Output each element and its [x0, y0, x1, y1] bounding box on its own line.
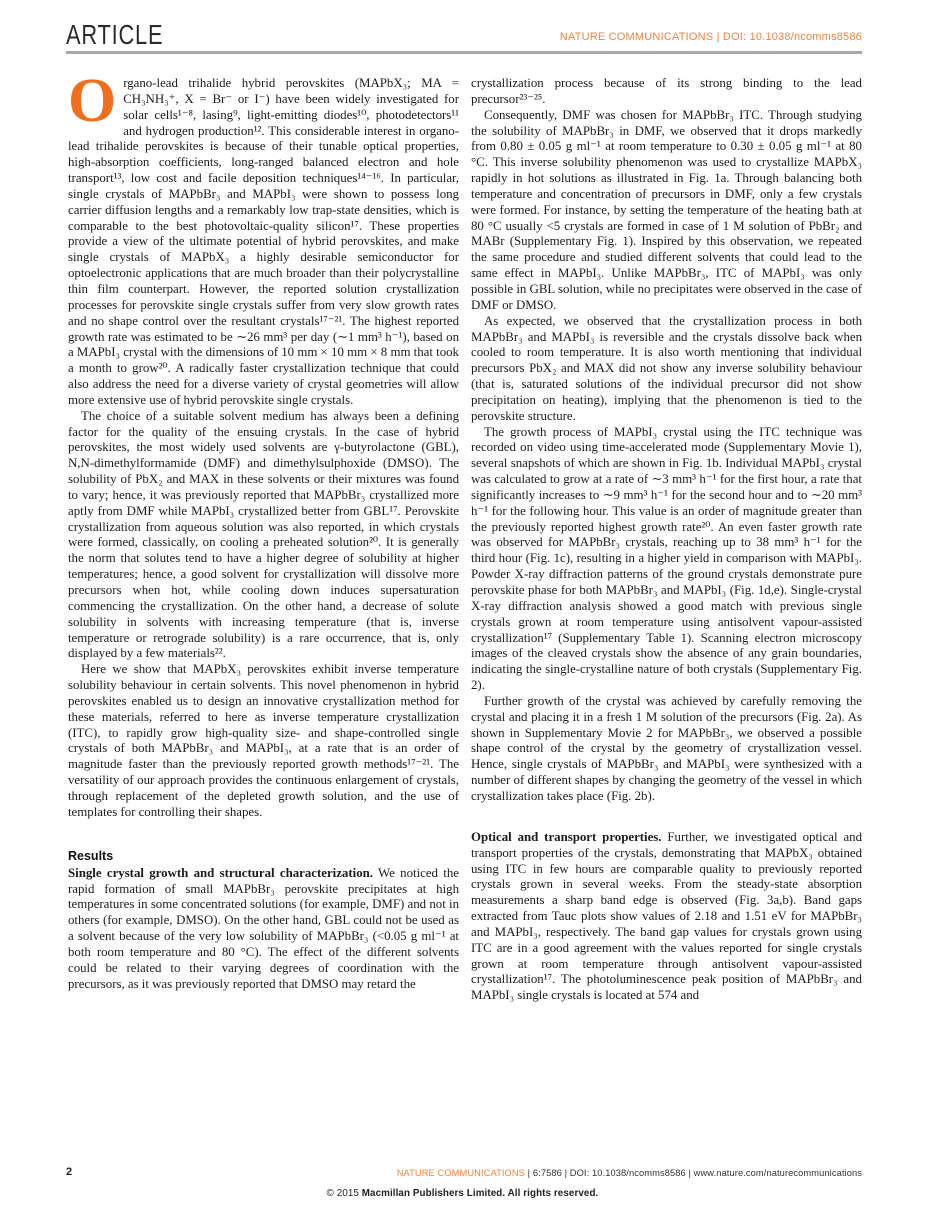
paragraph-optical-transport [471, 830, 862, 1004]
journal-issue-info: | 6:7586 | DOI: 10.1038/ncomms8586 | www.nature.com/naturecommunications [524, 1168, 862, 1178]
paragraph-crystal-growth [68, 866, 459, 993]
paragraph-consequently: Consequently, DMF was chosen for MAPbBr₃ ITC. Through studying the solubility of MAPbBr₃ in DMF, we observed that it drops markedly from 0.80 ± 0.05 g ml⁻¹ at room temperature to 0.30 ± 0.05 g ml⁻¹ at 80 °C. This inverse solubility phenomenon was used to crystallize MAPbX₃ rapidly in hot solutions as illustrated in Fig. 1a. Through balancing both temperature and concentration of precursors in DMF, only a few crystals were formed. For instance, by setting the temperature of the heating bath at 80 °C usually <5 crystals are formed in case of 1 M solution of PbBr₂ and MABr (Supplementary Fig. 1). Inspired by this observation, we repeated the same procedure and studied different solvents that could lead to the same effect in MAPbI₃. Unlike MAPbBr₃, ITC of MAPbI₃ was only possible in GBL solution, while no precipitates were observed in the case of DMF or DMSO. [471, 107, 862, 312]
journal-brand: NATURE COMMUNICATIONS [396, 1168, 525, 1178]
intro-text: rgano-lead trihalide hybrid perovskites (MAPbX₃; MA = CH₃NH₃⁺, X = Br⁻ or I⁻) have been widely investigated for solar cells¹⁻⁸, lasing⁹, light-emitting diodes¹⁰, photodetectors¹¹ and hydrogen production¹². This considerable interest in organo-lead trihalide perovskites is because of their tunable optical properties, high-absorption coefficients, long-ranged balanced electron and hole transport¹³, low cost and facile deposition techniques¹⁴⁻¹⁶. In particular, single crystals of MAPbBr₃ and MAPbI₃ were shown to possess long carrier diffusion lengths and a remarkably low trap-state densities, which is comparable to the best photovoltaic-quality silicon¹⁷. These properties provide a view of the ultimate potential of hybrid perovskites, and make single crystals of MAPbX₃ a highly desirable semiconductor for optoelectronic applications that are much broader than their polycrystalline thin film counterpart. However, the reported solution crystallization processes for perovskite single crystals suffer from very slow growth rates and no shape control over the resultant crystals¹⁷⁻²¹. The highest reported growth rate was estimated to be ∼26 mm³ per day (∼1 mm³ h⁻¹), based on a MAPbI₃ crystal with the dimensions of 10 mm × 10 mm × 8 mm that took a month to grow²⁰. A radically faster crystallization technique that could also address the need for a diverse variety of crystal geometries will allow more extensive use of hybrid perovskite single crystals. [68, 76, 459, 407]
paragraph-here-we-show: Here we show that MAPbX₃ perovskites exhibit inverse temperature solubility behaviour in certain solvents. This novel phenomenon in hybrid perovskites enabled us to design an innovative crystallization method for these materials, referred to here as inverse temperature crystallization (ITC), to rapidly grow high-quality size- and shape-controlled single crystals of both MAPbBr₃ and MAPbI₃, at a rate that is an order of magnitude faster than the previously reported growth methods¹⁷⁻²¹. The versatility of our approach provides the continuous enlargement of crystals, through replacement of the depleted growth solution, and the use of templates for controlling their shapes. [68, 662, 459, 819]
left-column [68, 76, 459, 1004]
page-number: 2 [66, 1166, 73, 1178]
paragraph-as-expected: As expected, we observed that the crystallization process in both MAPbBr₃ and MAPbI₃ is reversible and the crystals dissolve back when cooled to room temperature. It is also worth mentioning that individual precursors PbX₂ and MAX did not show any inverse solubility behaviour (that is, saturated solutions of the individual precursor did not show precipitation on heating), implying that the phenomenon is tied to the perovskite structure. [471, 313, 862, 423]
copyright-prefix: © 2015 [326, 1188, 362, 1199]
paragraph-solvent-choice: The choice of a suitable solvent medium has always been a defining factor for the quality of the ensuing crystals. In the case of hybrid perovskites, the most widely used solvents are γ-butyrolactone (GBL), N,N-dimethylformamide (DMF) and dimethylsulphoxide (DMSO). The solubility of PbX₂ and MAX in these solvents or their mixtures was found to vary; hence, it was previously reported that MAPbBr₃ crystallized more aptly from DMF while MAPbI₃ crystallized better from GBL¹⁷. Perovskite crystallization from aqueous solution was also reported, in which crystals were formed, classically, on cooling a preheated solution²⁰. It is generally the norm that solutes tend to have a higher degree of solubility at higher temperatures; hence, a good solvent for crystallization will dissolve more precursors when hot, while cooling down induces supersaturation commencing the crystallization. On the other hand, a decrease of solute solubility in solvents with increasing temperature (that is, inverse temperature or retrograde solubility) is a rare occurrence, that is, only displayed by a few materials²². [68, 408, 459, 661]
paragraph-growth-process: The growth process of MAPbI₃ crystal using the ITC technique was recorded on video using time-accelerated mode (Supplementary Movie 1), several snapshots of which are shown in Fig. 1b. Individual MAPbI₃ crystal was calculated to grow at a rate of ∼3 mm³ h⁻¹ for the first hour, a rate that significantly increases to ∼9 mm³ h⁻¹ for the second hour and to ∼20 mm³ h⁻¹ for the following hour. This value is an order of magnitude greater than the previously reported highest growth rate²⁰. An even faster growth rate was observed for MAPbBr₃ crystals, reaching up to 38 mm³ h⁻¹ for the third hour (Fig. 1c), resulting in a higher yield in comparison with MAPbI₃. Powder X-ray diffraction patterns of the ground crystals demonstrate pure perovskite phase for both MAPbBr₃ and MAPbI₃ (Fig. 1d,e). Single-crystal X-ray diffraction analysis showed a good match with previous single crystals grown at room temperature using antisolvent vapour-assisted crystallization¹⁷ (Supplementary Table 1). Scanning electron microscopy images of the cleaved crystals show the absence of any grain boundaries, indicating the single-crystalline nature of both crystals (Supplementary Fig. 2). [471, 424, 862, 693]
journal-citation-line [397, 1168, 862, 1178]
subsection-lead-crystal-growth: Single crystal growth and structural characterization. [68, 865, 373, 880]
paragraph-intro [68, 76, 459, 409]
paragraph-continuation: crystallization process because of its strong binding to the lead precursor²³⁻²⁵. [471, 76, 862, 106]
crystal-growth-text: We noticed the rapid formation of small MAPbBr₃ perovskite precipitates at high temperatures in some concentrated solutions (for example, DMF) and not in others (for example, DMSO). On the other hand, GBL could not be used as a solvent because of the very low solubility of MAPbBr₃ (<0.05 g ml⁻¹ at both room temperature and 80 °C). The effect of the different solvents could be related to their varying degrees of coordination with the precursors, as it was previously reported that DMSO may retard the [68, 865, 459, 991]
article-body [68, 76, 862, 1004]
journal-doi-header: NATURE COMMUNICATIONS | DOI: 10.1038/ncomms8586 [559, 31, 862, 43]
optical-text: Further, we investigated optical and transport properties of the crystals, demonstrating that MAPbX₃ obtained using ITC in few hours are comparable quality to previously reported crystals grown in several weeks. From the steady-state absorption measurements a sharp band edge is observed (Fig. 3a,b). Band gaps extracted from Tauc plots show values of 2.18 and 1.51 eV for MAPbBr₃ and MAPbI₃, respectively. The band gap values for crystals grown using ITC are in a good agreement with the values reported for single crystals grown at room temperature through antisolvent vapour-assisted crystallization¹⁷. The photoluminescence peak position of MAPbBr₃ and MAPbI₃ single crystals is located at 574 and [471, 829, 862, 1003]
dropcap-letter: O [68, 76, 117, 135]
right-column [471, 76, 862, 1004]
copyright-text: Macmillan Publishers Limited. All rights reserved. [361, 1188, 599, 1199]
article-type-label: ARTICLE [66, 19, 164, 50]
paragraph-further-growth: Further growth of the crystal was achieved by carefully removing the crystal and placing it in a fresh 1 M solution of the precursors (Fig. 2a). As shown in Supplementary Movie 2 for MAPbBr₃, we observed a possible shape control of the crystal by the geometry of crystallization vessel. Hence, single crystals of MAPbBr₃ and MAPbI₃ were synthesized with a number of different shapes by changing the geometry of the vessel in which crystallization takes place (Fig. 2b). [471, 693, 862, 803]
results-heading: Results [68, 848, 114, 863]
copyright-line [0, 1188, 925, 1199]
header-rule [66, 51, 862, 54]
subsection-lead-optical: Optical and transport properties. [471, 829, 662, 844]
